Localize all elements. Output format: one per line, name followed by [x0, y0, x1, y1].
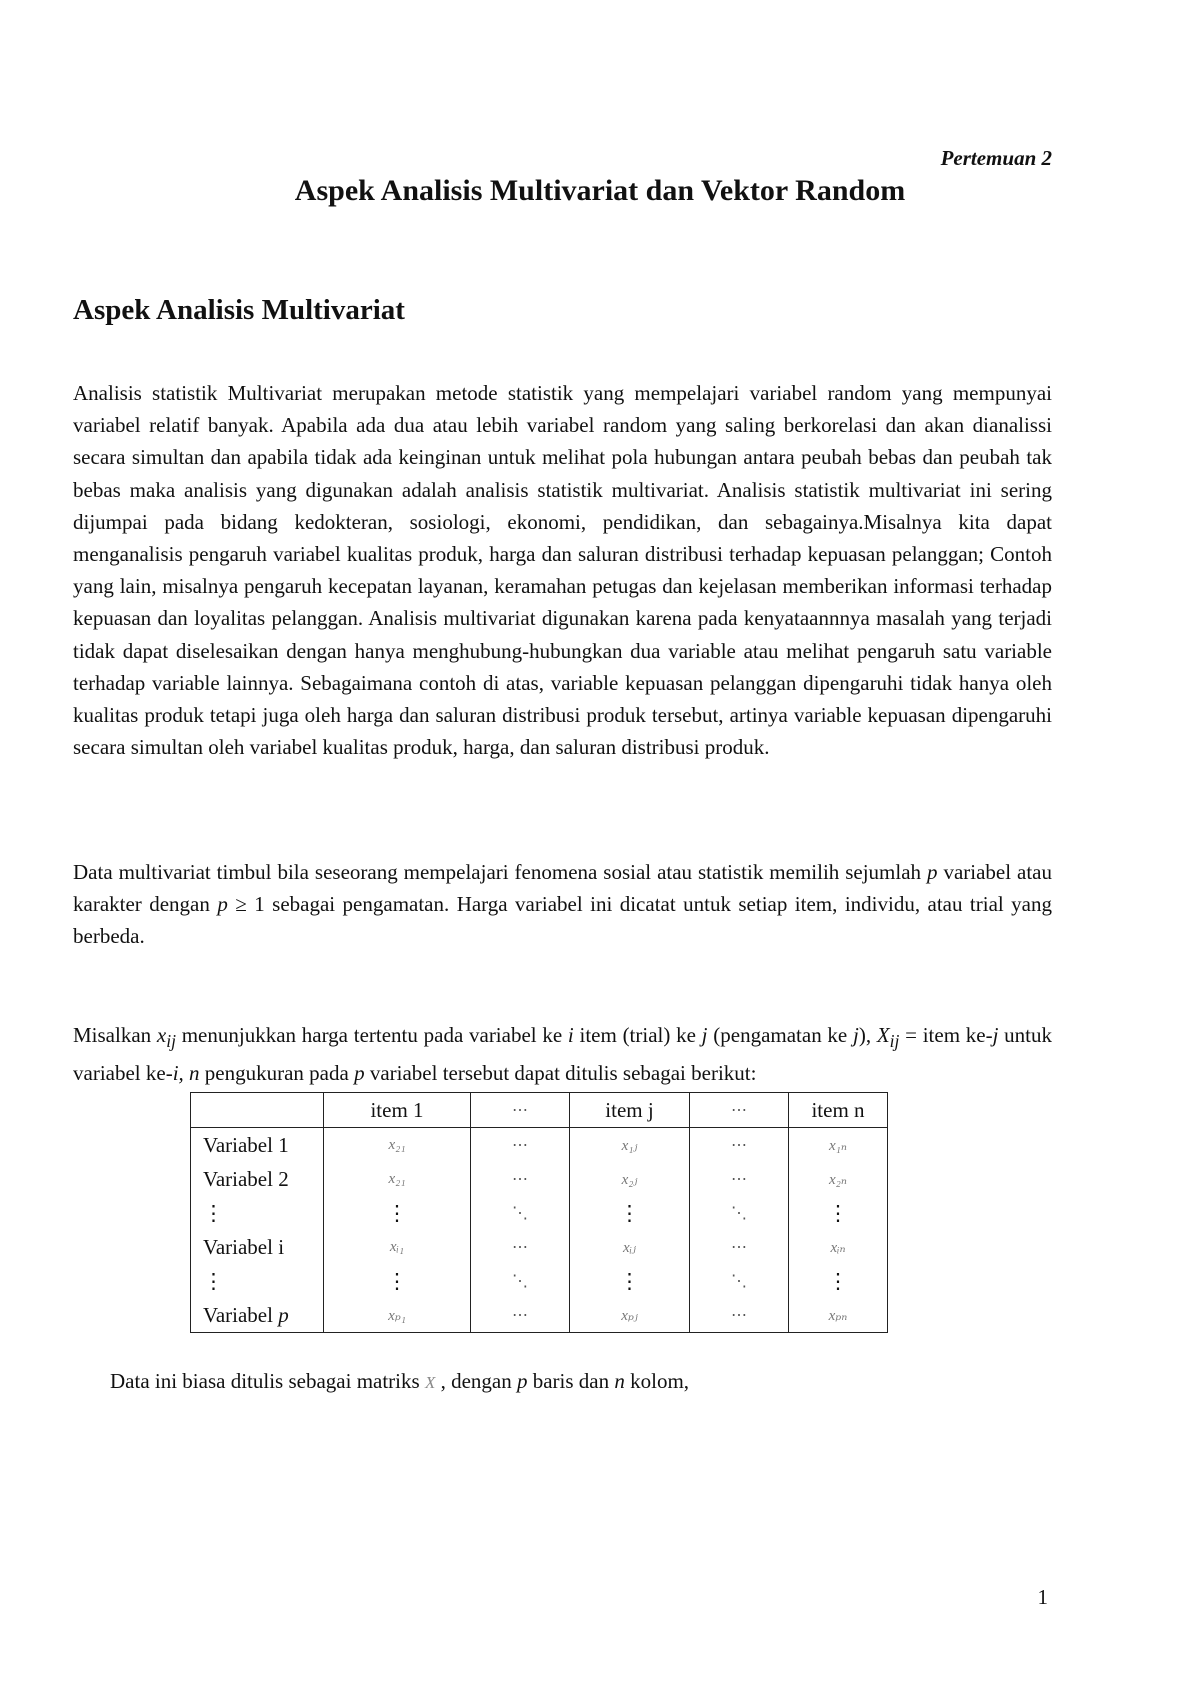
- table-header-cell: [191, 1093, 324, 1128]
- table-cell: ⋯: [690, 1230, 789, 1264]
- text-span: variabel atau karakter dengan: [73, 860, 1052, 917]
- math-var-p: p: [217, 892, 228, 917]
- table-cell: x₂ⱼ: [570, 1162, 690, 1196]
- math-var-p: p: [516, 1369, 528, 1393]
- table-cell: ⋮: [789, 1264, 888, 1298]
- math-var-j: j: [701, 1023, 708, 1047]
- table-cell: ⋯: [471, 1230, 570, 1264]
- math-subscript: ij: [166, 1031, 176, 1052]
- table-cell: x₂ₙ: [789, 1162, 888, 1196]
- page-number: 1: [1037, 1585, 1048, 1609]
- table-row: [191, 1264, 888, 1298]
- table-cell: ⋱: [471, 1264, 570, 1298]
- table-cell: xᵢ₁: [324, 1230, 471, 1264]
- table-cell: xᵢⱼ: [570, 1230, 690, 1264]
- table-row-label: Variabel 1: [191, 1128, 324, 1163]
- paragraph-multivariate-data: [73, 856, 1052, 953]
- math-var-p: p: [278, 1302, 289, 1327]
- table-cell: ⋮: [789, 1196, 888, 1230]
- text-span: Data ini biasa ditulis sebagai matriks: [110, 1369, 425, 1393]
- math-subscript: ij: [889, 1031, 900, 1052]
- table-row: [191, 1298, 888, 1333]
- table-header-cell: item n: [789, 1093, 888, 1128]
- table-header-cell: ⋯: [690, 1093, 789, 1128]
- table-header-row: [191, 1093, 888, 1128]
- table-cell: ⋮: [570, 1196, 690, 1230]
- row-label-text: Variabel: [203, 1302, 279, 1327]
- table-cell: ⋯: [471, 1128, 570, 1163]
- table-cell: ⋯: [690, 1298, 789, 1333]
- text-span: pengukuran pada: [199, 1061, 355, 1086]
- table-cell: x₂₁: [324, 1128, 471, 1163]
- table-header-cell: item 1: [324, 1093, 471, 1128]
- math-var-i: i,: [172, 1061, 184, 1086]
- table-cell: xᵢₙ: [789, 1230, 888, 1264]
- table-cell: ⋮: [570, 1264, 690, 1298]
- table-cell: ⋮: [324, 1264, 471, 1298]
- table-row-label: ⋮: [191, 1264, 324, 1298]
- text-span: untuk variabel ke-: [73, 1023, 1053, 1086]
- math-matrix-X: X: [424, 1373, 436, 1392]
- text-span: , dengan: [435, 1369, 517, 1393]
- table-cell: ⋯: [471, 1298, 570, 1333]
- table-row-label: Variabel i: [191, 1230, 324, 1264]
- table-cell: ⋯: [471, 1162, 570, 1196]
- table-row: [191, 1196, 888, 1230]
- table-cell: xₚ₁: [324, 1298, 471, 1333]
- math-var-p: p: [927, 860, 938, 884]
- table-row-label: [191, 1298, 324, 1333]
- math-var-n: n: [189, 1061, 200, 1086]
- text-span: Misalkan: [73, 1023, 157, 1047]
- paragraph-notation: [73, 1019, 1052, 1090]
- text-span: item (trial) ke: [573, 1023, 702, 1047]
- table-cell: ⋱: [471, 1196, 570, 1230]
- text-span: kolom,: [624, 1369, 690, 1393]
- table-cell: xₚₙ: [789, 1298, 888, 1333]
- text-span: menunjukkan harga tertentu pada variabel ke: [175, 1023, 568, 1047]
- text-span: = item ke-: [899, 1023, 993, 1047]
- text-span: ≥ 1 sebagai pengamatan. Harga variabel ini dicatat untuk setiap item, individu, atau trial yang berbeda.: [73, 892, 1052, 949]
- table-row-label: Variabel 2: [191, 1162, 324, 1196]
- table-cell: ⋯: [690, 1162, 789, 1196]
- table-row: [191, 1128, 888, 1163]
- text-span: (pengamatan ke: [707, 1023, 853, 1047]
- table-row: [191, 1162, 888, 1196]
- table-header-cell: ⋯: [471, 1093, 570, 1128]
- math-symbol: X: [876, 1023, 890, 1047]
- text-span: ),: [858, 1023, 877, 1047]
- math-var-j: j: [853, 1023, 859, 1047]
- table-row: [191, 1230, 888, 1264]
- section-heading: Aspek Analisis Multivariat: [73, 294, 405, 326]
- meeting-label: Pertemuan 2: [940, 146, 1052, 170]
- text-span: Data multivariat timbul bila seseorang mempelajari fenomena sosial atau statistik memilih sejumlah: [73, 860, 927, 884]
- table-cell: xₚⱼ: [570, 1298, 690, 1333]
- table-cell: ⋮: [324, 1196, 471, 1230]
- document-title: Aspek Analisis Multivariat dan Vektor Random: [294, 174, 906, 207]
- table-cell: x₂₁: [324, 1162, 471, 1196]
- table-cell: ⋱: [690, 1264, 789, 1298]
- text-span: baris dan: [527, 1369, 615, 1393]
- math-var-j: j: [992, 1023, 999, 1047]
- data-table: [190, 1092, 888, 1333]
- math-symbol: x: [156, 1023, 167, 1047]
- math-var-n: n: [614, 1369, 625, 1393]
- table-cell: ⋱: [690, 1196, 789, 1230]
- math-var-i: i: [567, 1023, 574, 1047]
- math-x-ij: [156, 1023, 176, 1052]
- table-cell: x₁ₙ: [789, 1128, 888, 1163]
- closing-sentence: [110, 1369, 689, 1394]
- math-X-ij: [876, 1023, 900, 1052]
- text-span: variabel tersebut dapat ditulis sebagai berikut:: [364, 1061, 757, 1086]
- table-header-cell: item j: [570, 1093, 690, 1128]
- math-var-p: p: [354, 1061, 365, 1086]
- table-cell: ⋯: [690, 1128, 789, 1163]
- table-row-label: ⋮: [191, 1196, 324, 1230]
- paragraph-intro: Analisis statistik Multivariat merupakan metode statistik yang mempelajari variabel random yang mempunyai variabel relatif banyak. Apabila ada dua atau lebih variabel random yang saling berkorelasi dan akan dianalissi secara simultan dan apabila tidak ada keinginan untuk melihat pola hubungan antara peubah bebas dan peubah tak bebas maka analisis yang digunakan adalah analisis statistik multivariat. Analisis statistik multivariat ini sering dijumpai pada bidang kedokteran, sosiologi, ekonomi, pendidikan, dan sebagainya.Misalnya kita dapat menganalisis pengaruh variabel kualitas produk, harga dan saluran distribusi terhadap kepuasan pelanggan; Contoh yang lain, misalnya pengaruh kecepatan layanan, keramahan petugas dan kejelasan memberikan informasi terhadap kepuasan dan loyalitas pelanggan. Analisis multivariat digunakan karena pada kenyataannnya masalah yang terjadi tidak dapat diselesaikan dengan hanya menghubung-hubungkan dua variable atau melihat pengaruh satu variable terhadap variable lainnya. Sebagaimana contoh di atas, variable kepuasan pelanggan dipengaruhi tidak hanya oleh kualitas produk tetapi juga oleh harga dan saluran distribusi produk tersebut, artinya variable kepuasan dipengaruhi secara simultan oleh variabel kualitas produk, harga, dan saluran distribusi produk.: [73, 381, 1052, 760]
- table-cell: x₁ⱼ: [570, 1128, 690, 1163]
